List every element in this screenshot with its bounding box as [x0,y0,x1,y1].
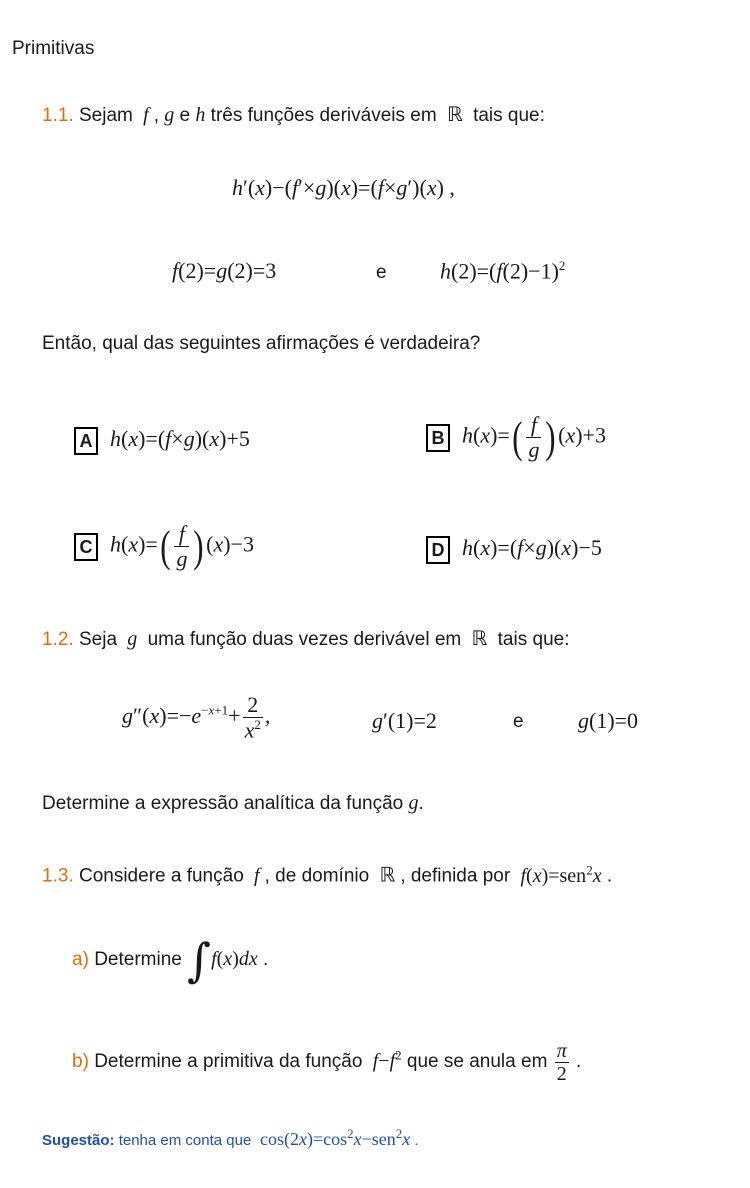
equation-g-second: $g''(x)=-e^{-x+1}+$ $\frac{2}{x^2}$ , [122,692,271,743]
question-number: 1.1. [42,105,74,126]
question-1-2-intro: 1.2. Seja g uma função duas vezes derivável em ℝ tais que: [42,628,570,650]
question-1-1-intro: 1.1. Sejam f , g e h três funções deriváveis em ℝ tais que: [42,104,545,126]
option-d[interactable]: D h(x)=(f×g)(x)−5 [426,535,602,564]
question-number: 1.3. [42,865,74,887]
page-title: Primitivas [12,38,95,59]
equation-2: f(2)=g(2)=3 [172,258,277,283]
integral-icon: ∫ [187,933,212,987]
conjunction: e [376,262,387,283]
question-1-3-a: a) Determine ∫f(x)dx . [72,933,269,987]
option-letter: C [74,533,98,561]
question-1-1-prompt: Então, qual das seguintes afirmações é verdadeira? [42,333,481,354]
question-number: 1.2. [42,629,74,650]
conjunction: e [513,711,524,732]
hint: Sugestão: tenha em conta que $\cos(2x)=\cos^2x-sen^2x$ . [42,1126,419,1149]
equation-1: h′(x)−(f′×g)(x)=(f×g′)(x) , [232,175,455,200]
equation-3: $h(2)=(f(2)-1)^2$ [440,258,566,284]
option-letter: A [74,427,98,455]
question-1-2-task: Determine a expressão analítica da função g. [42,792,424,814]
equation-g-prime: g′(1)=2 [372,708,437,733]
option-letter: B [426,424,450,452]
option-b[interactable]: B h(x)=( $\frac{f}{g}$ )(x)+3 [426,413,606,462]
equation-g-value: g(1)=0 [578,708,639,733]
option-c[interactable]: C h(x)=( $\frac{f}{g}$ )(x)−3 [74,522,254,571]
option-a[interactable]: A h(x)=(f×g)(x)+5 [74,426,250,455]
question-1-3-intro: 1.3. Considere a função f , de domínio ℝ , definida por f(x)=sen$^2$x . [42,862,613,887]
question-1-3-b: b) Determine a primitiva da função $f-f^2$ que se anula em $\frac{\pi}{2}$ . [72,1040,582,1085]
option-letter: D [426,536,450,564]
